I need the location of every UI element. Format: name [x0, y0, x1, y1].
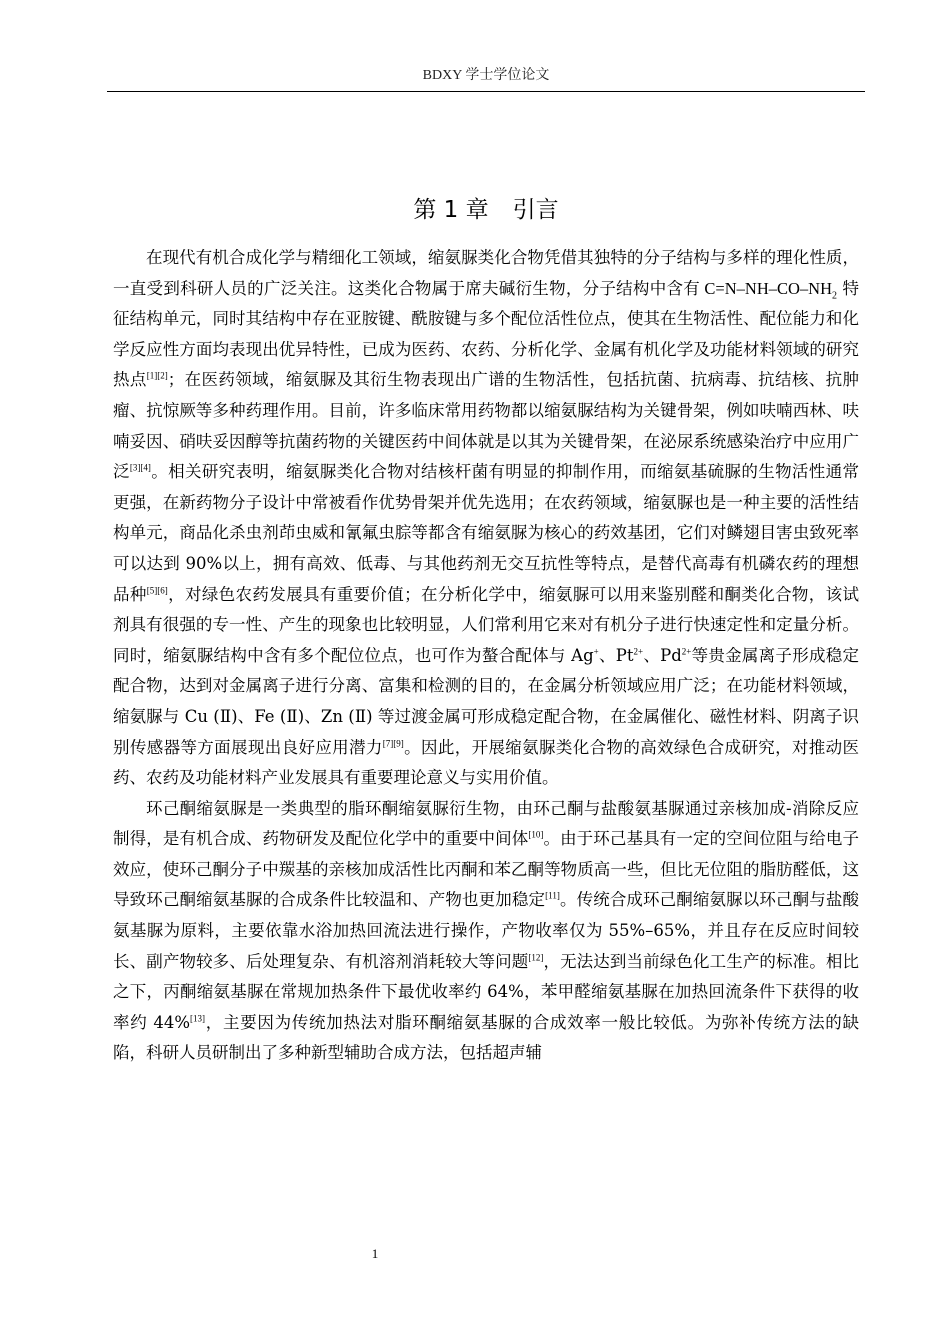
- chapter-name: 引言: [512, 197, 559, 224]
- ion-charge: 2+: [681, 646, 692, 657]
- text-run: 。因此，开展缩氨脲类化合物的高效绿色合成研究，对推动医药、农药及功能材料产业发展具有重要理论意义与实用价值。: [113, 737, 860, 788]
- formula-subscript: 2: [832, 289, 837, 301]
- text-run: 、Pt: [598, 645, 634, 665]
- citation: [12]: [528, 952, 544, 963]
- text-run: ；在医药领域，缩氨脲及其衍生物表现出广谱的生物活性，包括抗菌、抗病毒、抗结核、抗肿瘤、抗惊厥等多种药理作用。目前，许多临床常用药物都以缩氨脲结构为关键骨架，例如呋喃西林、呋喃妥因、硝呋妥因醇等抗菌药物的关键医药中间体就是以其为关键骨架，在泌尿系统感染治疗中应用广泛: [113, 370, 860, 482]
- text-run: 。相关研究表明，缩氨脲类化合物对结核杆菌有明显的抑制作用，而缩氨基硫脲的生物活性通常更强，在新药物分子设计中常被看作优势骨架并优先选用；在农药领域，缩氨脲也是一种主要的活性结构单元，商品化杀虫剂茚虫威和氰氟虫腙等都含有缩氨脲为核心的药效基团，它们对鳞翅目害虫致死率可以达到 90%以上，拥有高效、低毒、与其他药剂无交互抗性等特点，是替代高毒有机磷农药的理想品种: [113, 462, 860, 604]
- paragraph-2: [113, 794, 859, 1069]
- body-text: [113, 243, 859, 1069]
- citation: [11]: [545, 890, 560, 901]
- ion-charge: +: [593, 646, 599, 657]
- text-run: 、Pd: [643, 645, 682, 665]
- formula-text: C=N–NH–CO–NH: [700, 278, 832, 298]
- page-number: 1: [371, 1246, 379, 1261]
- text-run: 等贵金属离子形成稳定配合物，达到对金属离子进行分离、富集和检测的目的，在金属分析领域应用广泛；在功能材料领域，缩氨脲与 Cu (Ⅱ)、Fe (Ⅱ)、Zn (Ⅱ) 等过渡金属可形成稳定配合物，在金属催化、磁性材料、阴离子识别传感器等方面展现出良好应用潜力: [113, 645, 859, 757]
- header-divider: [107, 91, 865, 92]
- text-run: 。传统合成环己酮缩氨脲以环己酮与盐酸氨基脲为原料，主要依靠水浴加热回流法进行操作，产物收率仅为 55%–65%，并且存在反应时间较长、副产物较多、后处理复杂、有机溶剂消耗较大等问题: [113, 890, 860, 971]
- text-run: 特征结构单元，同时其结构中存在亚胺键、酰胺键与多个配位活性位点，使其在生物活性、配位能力和化学反应性方面均表现出优异特性，已成为医药、农药、分析化学、金属有机化学及功能材料领域的研究热点: [113, 278, 860, 390]
- text-run: ，对绿色农药发展具有重要价值；在分析化学中，缩氨脲可以用来鉴别醛和酮类化合物，该试剂具有很强的专一性、产生的现象也比较明显，人们常利用它来对有机分子进行快速定性和定量分析。同时，缩氨脲结构中含有多个配位位点，也可作为螯合配体与 Ag: [113, 584, 860, 665]
- citation: [3][4]: [129, 462, 151, 473]
- chemical-formula: [700, 278, 837, 301]
- text-run: 。由于环己基具有一定的空间位阻与给电子效应，使环己酮分子中羰基的亲核加成活性比丙酮和苯乙酮等物质高一些，但比无位阻的脂肪醛低，这导致环己酮缩氨基脲的合成条件比较温和、产物也更加稳定: [113, 829, 860, 910]
- ion-charge: 2+: [633, 646, 644, 657]
- chapter-number: 第 1 章: [413, 197, 489, 224]
- text-run: 环己酮缩氨脲是一类典型的脂环酮缩氨脲衍生物，由环己酮与盐酸氨基脲通过亲核加成-消除反应制得，是有机合成、药物研发及配位化学中的重要中间体: [113, 798, 859, 849]
- citation: [13]: [190, 1013, 206, 1024]
- text-run: ，无法达到当前绿色化工生产的标准。相比之下，丙酮缩氨基脲在常规加热条件下最优收率约 64%，苯甲醛缩氨基脲在加热回流条件下获得的收率约 44%: [113, 951, 860, 1032]
- running-header: BDXY 学士学位论文: [422, 68, 550, 83]
- paragraph-1: [113, 243, 859, 794]
- text-run: 在现代有机合成化学与精细化工领域，缩氨脲类化合物凭借其独特的分子结构与多样的理化性质，一直受到科研人员的广泛关注。这类化合物属于席夫碱衍生物，分子结构中含有: [113, 248, 859, 298]
- text-run: ，主要因为传统加热法对脂环酮缩氨基脲的合成效率一般比较低。为弥补传统方法的缺陷，科研人员研制出了多种新型辅助合成方法，包括超声辅: [113, 1012, 859, 1063]
- citation: [5][6]: [146, 585, 168, 596]
- chapter-title: [107, 193, 865, 227]
- citation: [1][2]: [146, 370, 168, 381]
- citation: [10]: [528, 829, 544, 840]
- citation: [7][9]: [382, 738, 404, 748]
